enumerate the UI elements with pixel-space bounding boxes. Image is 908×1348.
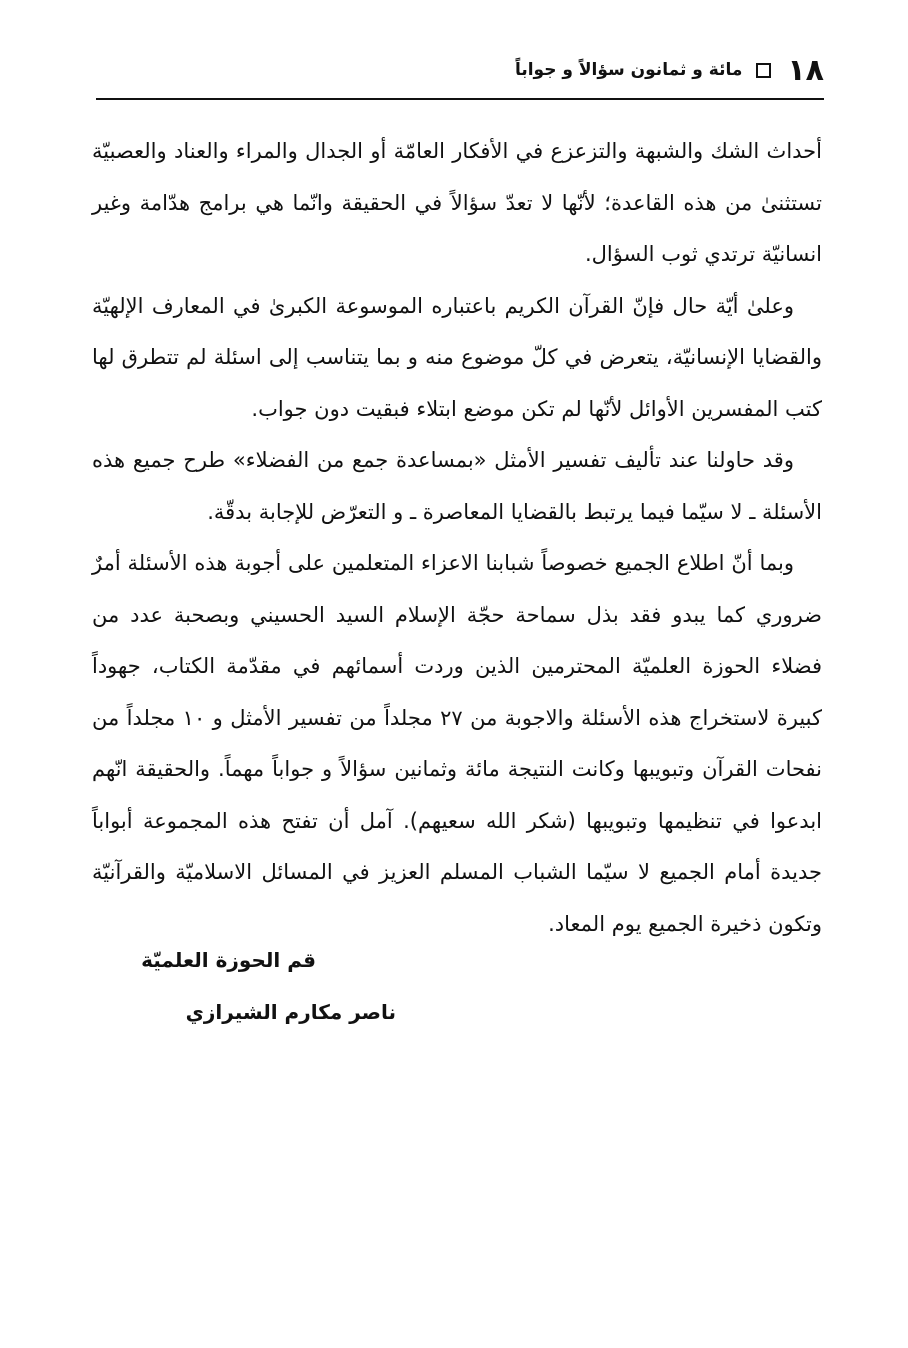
header-divider <box>96 98 824 100</box>
running-title: مائة و ثمانون سؤالاً و جواباً <box>514 60 743 80</box>
paragraph-3: وقد حاولنا عند تأليف تفسير الأمثل «بمساعدة جمع من الفضلاء» طرح جميع هذه الأسئلة ـ لا سيّما فيما يرتبط بالقضايا المعاصرة ـ و التعرّض للإجابة بدقّة. <box>92 448 822 524</box>
signature-place: قم الحوزة العلميّة <box>141 948 316 972</box>
paragraph-2: وعلىٰ أيّة حال فإنّ القرآن الكريم باعتباره الموسوعة الكبرىٰ في المعارف الإلهيّة والقضايا الإنسانيّة، يتعرض في كلّ موضوع منه و بما يتناسب إلى اسئلة لم تتطرق لها كتب المفسرين الأوائل لأنّها لم تكن موضع ابتلاء فبقيت دون جواب. <box>92 293 822 421</box>
paragraph-4: وبما أنّ اطلاع الجميع خصوصاً شبابنا الاعزاء المتعلمين على أجوبة هذه الأسئلة أمرٌ ضروري كما يبدو فقد بذل سماحة حجّة الإسلام السيد الحسيني وبصحبة عدد من فضلاء الحوزة العلميّة المحترمين الذين وردت أسمائهم في مقدّمة الكتاب، جهوداً كبيرة لاستخراج هذه الأسئلة والاجوبة من ٢٧ مجلداً من تفسير الأمثل و ١٠ مجلداً من نفحات القرآن وتبويبها وكانت النتيجة مائة وثمانين سؤالاً و جواباً مهماً. والحقيقة انّهم ابدعوا في تنظيمها وتبويبها (شكر الله سعيهم). آمل أن تفتح هذه المجموعة أبواباً جديدة أمام الجميع لا سيّما الشباب المسلم العزيز في المسائل الاسلاميّة والقرآنيّة وتكون ذخيرة الجميع يوم المعاد. <box>92 551 823 936</box>
body-text <box>92 126 822 950</box>
signature-block <box>96 934 396 1038</box>
page-header <box>96 48 824 92</box>
signature-name: ناصر مكارم الشيرازي <box>185 1000 396 1024</box>
page-number: ١٨ <box>787 52 824 88</box>
paragraph-1: أحداث الشك والشبهة والتزعزع في الأفكار العامّة أو الجدال والمراء والعناد والعصبيّة تستثنىٰ من هذه القاعدة؛ لأنّها لا تعدّ سؤالاً في الحقيقة وانّما هي برامج هدّامة وغير انسانيّة ترتدي ثوب السؤال. <box>92 139 822 266</box>
square-separator-icon <box>756 63 771 78</box>
